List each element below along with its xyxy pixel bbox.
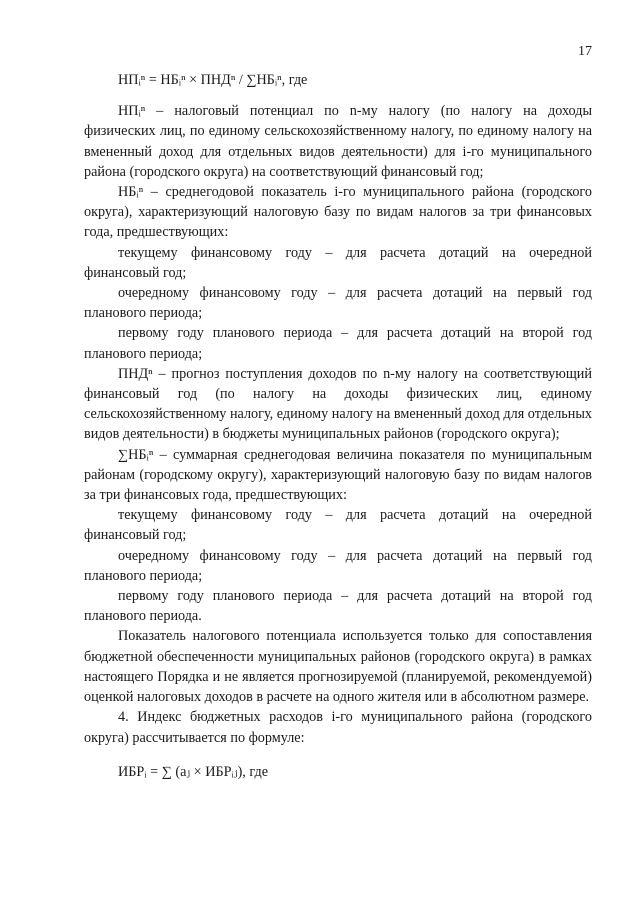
paragraph-item-4: 4. Индекс бюджетных расходов i-го муниципального района (городского округа) рассчитывается по формуле: [84, 709, 592, 746]
paragraph-potential-usage: Показатель налогового потенциала используется только для сопоставления бюджетной обеспеченности муниципальных районов (городского округа) в рамках настоящего Порядка и не является прогнозируемой (планируемой, рекомендуемой) оценкой налоговых доходов в расчете на одного жителя или в абсолютном размере. [84, 628, 592, 706]
page-number: 17 [578, 44, 592, 59]
formula-tax-potential: НПᵢⁿ = НБᵢⁿ × ПНДⁿ / ∑НБᵢⁿ, где [118, 72, 308, 88]
paragraph-sum-nb-definition: ∑НБᵢⁿ – суммарная среднегодовая величина показателя по муниципальным районам (городскому округу), характеризующий налоговую базу по видам налогов за три финансовых года, предшествующих: [84, 446, 592, 504]
paragraph-nb-next-year: очередному финансовому году – для расчета дотаций на первый год планового периода; [84, 285, 592, 322]
formula-budget-expenditure-index: ИБРᵢ = ∑ (aⱼ × ИБРᵢⱼ), где [118, 763, 269, 780]
paragraph-np-definition: НПᵢⁿ – налоговый потенциал по n-му налогу (по налогу на доходы физических лиц, по единому сельскохозяйственному налогу, по единому налогу на вмененный доход для отдельных видов деятельности) для i-го муниципального района (городского округа) на соответствующий финансовый год; [84, 103, 592, 180]
paragraph-sum-next-year: очередному финансовому году – для расчета дотаций на первый год планового периода; [84, 547, 592, 584]
paragraph-nb-definition: НБᵢⁿ – среднегодовой показатель i-го муниципального района (городского округа), характеризующий налоговую базу по видам налогов за три финансовых года, предшествующих: [84, 184, 592, 241]
paragraph-pnd-definition: ПНДⁿ – прогноз поступления доходов по n-му налогу на соответствующий финансовый год (по налогу на доходы физических лиц, единому сельскохозяйственному налогу, единому налогу на вмененный доход для отдельных видов деятельности) в бюджеты муниципальных районов (городского округа); [84, 365, 592, 443]
document-body [84, 70, 592, 793]
paragraph-sum-first-plan-year: первому году планового периода – для расчета дотаций на второй год планового периода. [84, 588, 592, 625]
paragraph-nb-first-plan-year: первому году планового периода – для расчета дотаций на второй год планового периода; [84, 325, 592, 362]
paragraph-sum-current-year: текущему финансовому году – для расчета дотаций на очередной финансовый год; [84, 507, 592, 544]
paragraph-nb-current-year: текущему финансовому году – для расчета дотаций на очередной финансовый год; [84, 244, 592, 281]
